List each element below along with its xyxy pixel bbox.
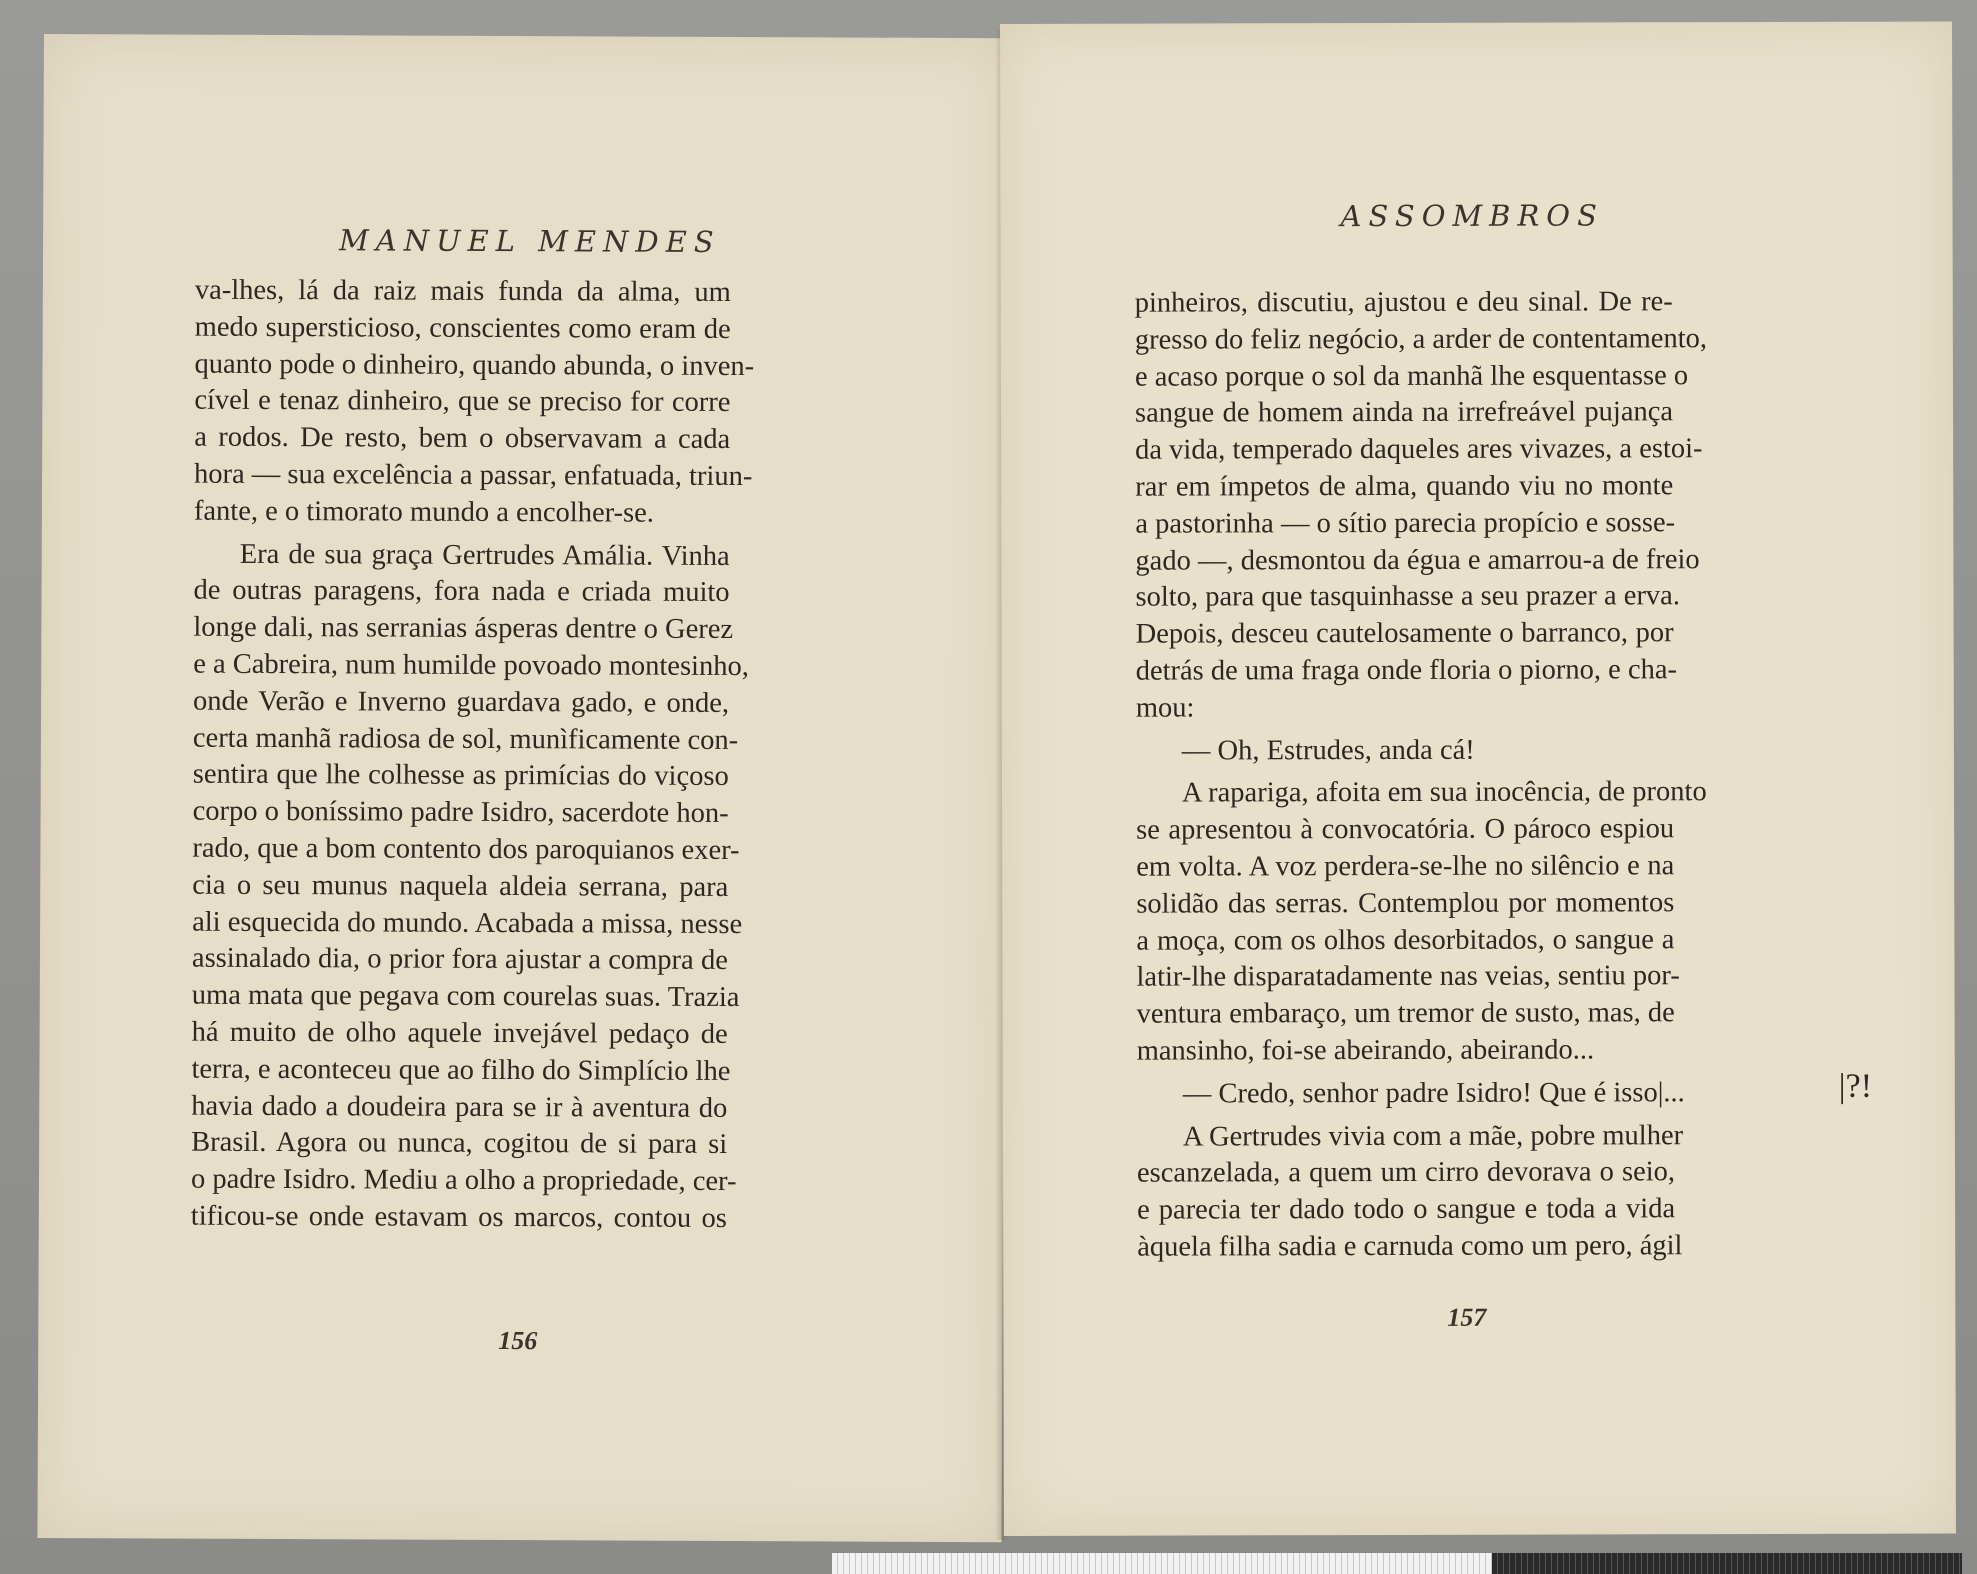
text-line: havia dado a doudeira para se ir à aventura do bbox=[191, 1090, 728, 1124]
running-header-title: ASSOMBROS bbox=[1340, 198, 1604, 234]
text-line: rado, que a bom contento dos paroquianos exer- bbox=[192, 832, 740, 866]
text-line: Brasil. Agora ou nunca, cogitou de si para si bbox=[191, 1126, 728, 1161]
text-line: de outras paragens, fora nada e criada muito bbox=[193, 575, 730, 609]
text-line: a moça, com os olhos desorbitados, o sangue a bbox=[1136, 923, 1675, 957]
text-line: longe dali, nas serranias ásperas dentre o Gerez bbox=[193, 611, 734, 646]
text-line: detrás de uma fraga onde floria o piorno, e cha- bbox=[1135, 654, 1677, 687]
text-line: A rapariga, afoita em sua inocência, de pronto bbox=[1181, 776, 1707, 809]
page-number-left: 156 bbox=[498, 1325, 538, 1356]
text-line: medo supersticioso, conscientes como eram de bbox=[194, 311, 731, 345]
text-line: fante, e o timorato mundo a encolher-se. bbox=[193, 495, 654, 529]
text-line: tificou-se onde estavam os marcos, contou os bbox=[190, 1200, 727, 1234]
text-line: e acaso porque o sol da manhã lhe esquentasse o bbox=[1134, 359, 1689, 393]
text-line: — Oh, Estrudes, anda cá! bbox=[1181, 734, 1475, 767]
text-line: solto, para que tasquinhasse a seu prazer a erva. bbox=[1135, 580, 1680, 614]
text-line: — Credo, senhor padre Isidro! Que é isso|... bbox=[1182, 1076, 1685, 1110]
text-line: pinheiros, discutiu, ajustou e deu sinal. De re- bbox=[1134, 286, 1673, 319]
left-page-body bbox=[190, 273, 755, 1238]
text-line: e a Cabreira, num humilde povoado montesinho, bbox=[193, 648, 749, 683]
text-line: latir-lhe disparatadamente nas veias, sentiu por- bbox=[1136, 960, 1680, 993]
text-line: assinalado dia, o prior fora ajustar a compra de bbox=[191, 942, 729, 977]
text-line: va-lhes, lá da raiz mais funda da alma, um bbox=[194, 274, 731, 308]
text-line: A Gertrudes vivia com a mãe, pobre mulher bbox=[1182, 1119, 1684, 1153]
text-line: e parecia ter dado todo o sangue e toda a vida bbox=[1137, 1193, 1676, 1226]
text-line: quanto pode o dinheiro, quando abunda, o inven- bbox=[194, 348, 755, 382]
text-line: onde Verão e Inverno guardava gado, e onde, bbox=[193, 685, 730, 719]
right-page-body bbox=[1134, 284, 1708, 1266]
page-number-right: 157 bbox=[1447, 1302, 1487, 1332]
text-line: se apresentou à convocatória. O pároco espiou bbox=[1136, 813, 1675, 846]
text-line: cível e tenaz dinheiro, que se preciso for corre bbox=[194, 385, 731, 419]
text-line: solidão das serras. Contemplou por momentos bbox=[1136, 886, 1675, 920]
text-line: o padre Isidro. Mediu a olho a propriedade, cer- bbox=[190, 1163, 737, 1198]
text-line: cia o seu munus naquela aldeia serrana, para bbox=[192, 869, 729, 903]
text-line: ali esquecida do mundo. Acabada a missa, nesse bbox=[192, 906, 743, 940]
text-line: corpo o boníssimo padre Isidro, sacerdote hon- bbox=[192, 795, 729, 830]
running-header-author: MANUEL MENDES bbox=[339, 223, 721, 259]
text-line: a pastorinha — o sítio parecia propício e sosse- bbox=[1135, 507, 1676, 540]
text-line: da vida, temperado daqueles ares vivazes, a estoi- bbox=[1135, 433, 1703, 466]
text-line: a rodos. De resto, bem o observavam a cada bbox=[194, 421, 731, 456]
text-line: Era de sua graça Gertrudes Amália. Vinha bbox=[239, 538, 730, 572]
text-line: mou: bbox=[1135, 692, 1195, 724]
scale-ruler bbox=[832, 1553, 1962, 1574]
text-line: mansinho, foi-se abeirando, abeirando... bbox=[1136, 1034, 1595, 1067]
text-line: escanzelada, a quem um cirro devorava o seio, bbox=[1136, 1156, 1676, 1189]
text-line: gado —, desmontou da égua e amarrou-a de freio bbox=[1135, 543, 1700, 577]
text-line: Depois, desceu cautelosamente o barranco, por bbox=[1135, 617, 1674, 650]
text-line: ventura embaraço, um tremor de susto, mas, de bbox=[1136, 997, 1675, 1030]
text-line: hora — sua excelência a passar, enfatuada, triun- bbox=[194, 458, 753, 493]
right-page bbox=[1000, 22, 1956, 1536]
text-line: gresso do feliz negócio, a arder de contentamento, bbox=[1134, 322, 1708, 356]
scale-ruler-dark-segment bbox=[1492, 1553, 1962, 1574]
text-line: àquela filha sadia e carnuda como um pero, ágil bbox=[1137, 1230, 1683, 1263]
text-line: sentira que lhe colhesse as primícias do viçoso bbox=[192, 759, 729, 793]
text-line: em volta. A voz perdera-se-lhe no silêncio e na bbox=[1136, 850, 1675, 883]
text-line: há muito de olho aquele invejável pedaço de bbox=[191, 1016, 728, 1050]
text-line: rar em ímpetos de alma, quando viu no monte bbox=[1135, 470, 1674, 503]
handwritten-margin-note: |?! bbox=[1838, 1067, 1873, 1105]
text-line: terra, e aconteceu que ao filho do Simplício lhe bbox=[191, 1053, 731, 1087]
text-line: certa manhã radiosa de sol, munìficamente con- bbox=[192, 722, 739, 756]
text-line: uma mata que pegava com courelas suas. Trazia bbox=[191, 979, 740, 1014]
left-page bbox=[37, 34, 1008, 1542]
text-line: sangue de homem ainda na irrefreável pujança bbox=[1134, 396, 1674, 430]
